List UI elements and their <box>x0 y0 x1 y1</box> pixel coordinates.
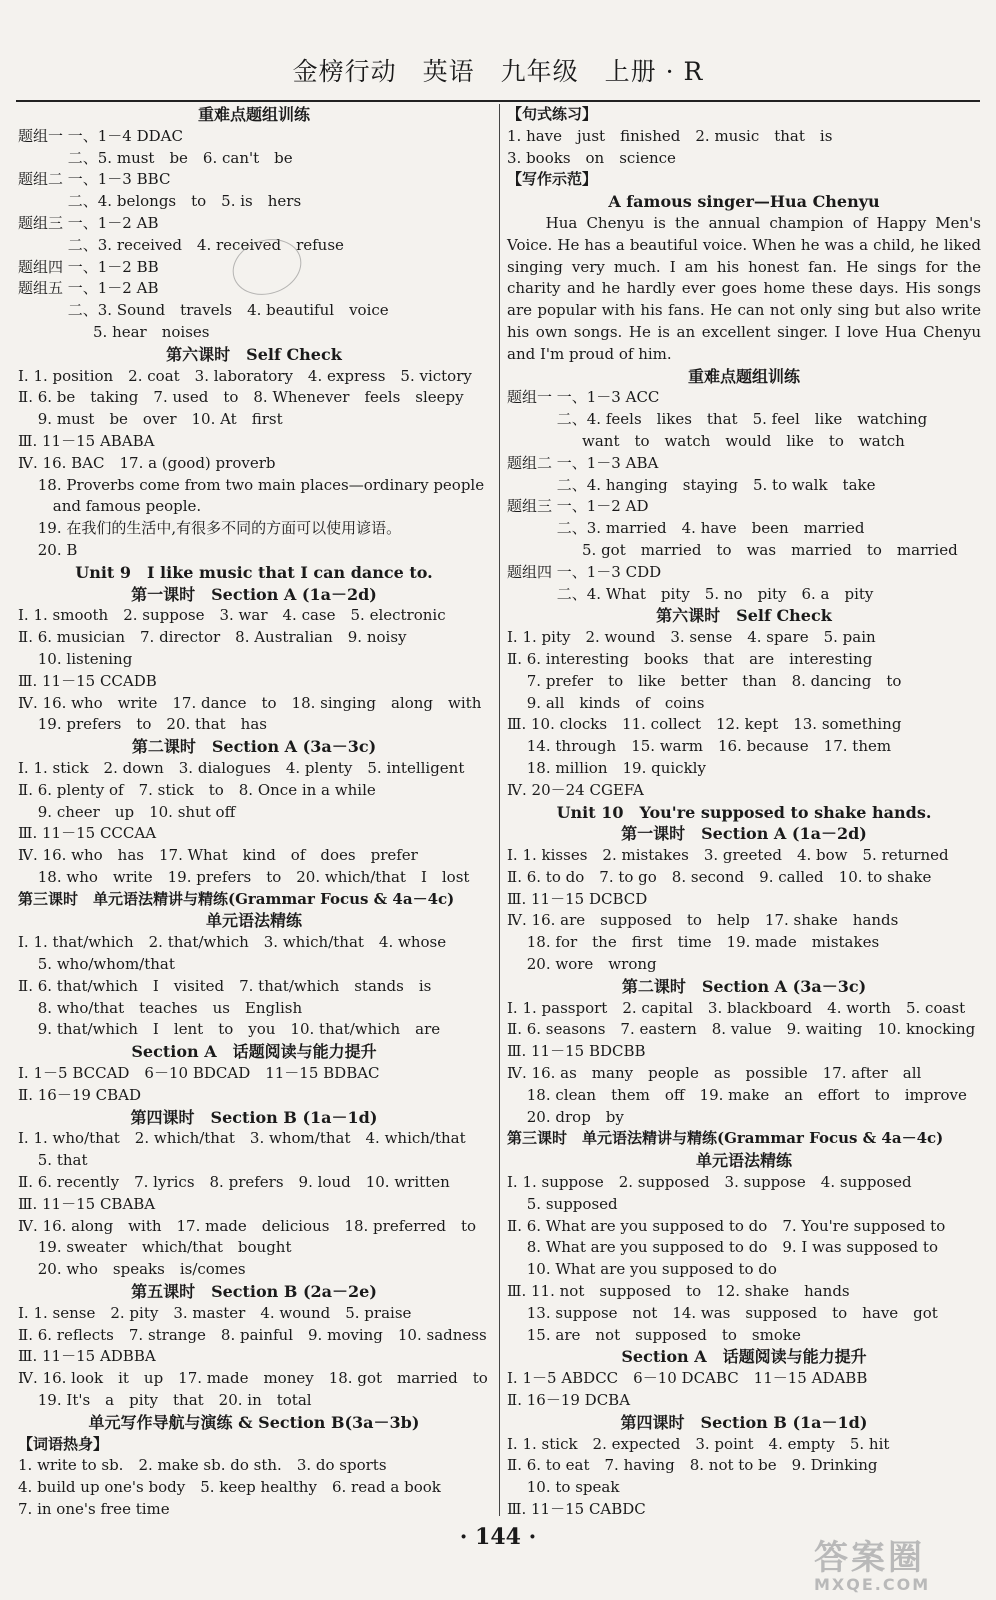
answer-line: 20. who speaks is/comes <box>18 1260 246 1279</box>
section-heading: 第一课时 Section A (1a－2d) <box>131 584 377 604</box>
answer-line: 题组四 一、1－2 BB <box>18 257 159 276</box>
answer-line: 5. that <box>18 1151 88 1170</box>
answer-line: Ⅲ. 11－15 ADBBA <box>18 1347 156 1366</box>
answer-line: 10. What are you supposed to do <box>507 1260 777 1279</box>
answer-line: want to watch would like to watch <box>507 431 905 450</box>
answer-line: 第三课时 单元语法精讲与精练(Grammar Focus & 4a－4c) <box>507 1129 944 1148</box>
answer-line: 第三课时 单元语法精讲与精练(Grammar Focus & 4a－4c) <box>18 889 455 908</box>
section-heading: 重难点题组训练 <box>197 105 310 124</box>
answer-line: 19. sweater which/that bought <box>18 1238 292 1257</box>
answer-line: 题组三 一、1－2 AB <box>18 213 159 232</box>
section-heading: Unit 10 You're supposed to shake hands. <box>556 802 932 822</box>
answer-line: 15. are not supposed to smoke <box>507 1325 801 1344</box>
answer-line: 5. hear noises <box>18 322 210 341</box>
answer-line: Ⅲ. 10. clocks 11. collect 12. kept 13. something <box>507 715 902 734</box>
answer-line: 8. who/that teaches us English <box>18 998 303 1017</box>
answer-line: Ⅳ. 16. who write 17. dance to 18. singing along with <box>18 693 482 712</box>
answer-line: Ⅱ. 16－19 DCBA <box>507 1391 631 1410</box>
answer-line: 题组三 一、1－2 AD <box>507 497 649 516</box>
answer-line: 5. supposed <box>507 1194 618 1213</box>
left-column <box>18 104 490 1521</box>
answer-line: 19. prefers to 20. that has <box>18 715 267 734</box>
answer-line: 【句式练习】 <box>507 105 598 123</box>
answer-line: Ⅲ. 11－15 DCBCD <box>507 889 648 908</box>
section-heading: 第四课时 Section B (1a－1d) <box>130 1107 378 1127</box>
answer-line: 题组一 一、1－3 ACC <box>507 388 660 407</box>
answer-line: 10. listening <box>18 649 133 668</box>
answer-line: 13. suppose not 14. was supposed to have got <box>507 1303 938 1322</box>
answer-line: 18. million 19. quickly <box>507 758 706 777</box>
answer-line: 10. to speak <box>507 1478 620 1497</box>
answer-line: 1. write to sb. 2. make sb. do sth. 3. do sports <box>18 1456 387 1475</box>
answer-line: Ⅱ. 6. plenty of 7. stick to 8. Once in a while <box>18 780 376 799</box>
answer-line: Ⅱ. 6. musician 7. director 8. Australian 9. noisy <box>18 628 407 647</box>
answer-line: Ⅱ. 6. to do 7. to go 8. second 9. called 10. to shake <box>507 867 932 886</box>
answer-line: 5. who/whom/that <box>18 955 175 974</box>
watermark-line1: 答案圈 <box>814 1538 925 1578</box>
answer-line: Ⅱ. 6. to eat 7. having 8. not to be 9. Drinking <box>507 1456 878 1475</box>
answer-line: Ⅲ. 11. not supposed to 12. shake hands <box>507 1282 850 1301</box>
answer-line: Ⅳ. 16. as many people as possible 17. after all <box>507 1064 922 1083</box>
answer-line: Ⅲ. 11－15 CBABA <box>18 1194 156 1213</box>
answer-line: Ⅲ. 11－15 CCADB <box>18 671 157 690</box>
section-heading: 第二课时 Section A (3a－3c) <box>621 976 867 996</box>
answer-line: Ⅰ. 1－5 BCCAD 6－10 BDCAD 11－15 BDBAC <box>18 1064 380 1083</box>
answer-line: 题组二 一、1－3 ABA <box>507 453 659 472</box>
header-rule <box>16 100 980 102</box>
answer-line: 3. books on science <box>507 148 676 167</box>
answer-line: 二、4. hanging staying 5. to walk take <box>507 475 876 494</box>
section-heading: 重难点题组训练 <box>687 366 800 386</box>
answer-line: 18. who write 19. prefers to 20. which/that I lost <box>18 867 470 886</box>
section-heading: 第六课时 Self Check <box>166 344 342 364</box>
answer-line: 二、3. Sound travels 4. beautiful voice <box>18 301 389 320</box>
answer-line: Ⅰ. 1. suppose 2. supposed 3. suppose 4. supposed <box>507 1173 912 1192</box>
answer-line: 18. clean them off 19. make an effort to improve <box>507 1085 967 1104</box>
answer-line: Ⅲ. 11－15 CABDC <box>507 1500 646 1518</box>
answer-line: 5. got married to was married to married <box>507 540 958 559</box>
answer-line: and famous people. <box>18 497 202 516</box>
answer-line: Ⅰ. 1. who/that 2. which/that 3. whom/that 4. which/that <box>18 1129 466 1148</box>
answer-line: 题组四 一、1－3 CDD <box>507 562 662 581</box>
answer-line: 18. Proverbs come from two main places—ordinary people <box>18 475 485 494</box>
answer-line: Ⅰ. 1. sense 2. pity 3. master 4. wound 5. praise <box>18 1303 412 1322</box>
answer-line: Ⅰ. 1. that/which 2. that/which 3. which/that 4. whose <box>18 933 447 952</box>
section-heading: Unit 9 I like music that I can dance to. <box>75 562 433 582</box>
watermark-line2: MXQE.COM <box>814 1575 931 1594</box>
answer-line: Ⅱ. 6. that/which I visited 7. that/which stands is <box>18 976 432 995</box>
answer-line: 7. prefer to like better than 8. dancing to <box>507 671 902 690</box>
answer-line: 二、4. What pity 5. no pity 6. a pity <box>507 584 874 603</box>
section-heading: 第二课时 Section A (3a－3c) <box>131 737 377 757</box>
answer-line: Ⅱ. 6. interesting books that are interesting <box>507 649 873 668</box>
section-heading: 单元语法精练 <box>695 1151 792 1171</box>
answer-line: 二、4. belongs to 5. is hers <box>18 192 302 211</box>
column-divider <box>499 104 500 1516</box>
answer-line: Ⅱ. 6. reflects 7. strange 8. painful 9. moving 10. sadness <box>18 1325 487 1344</box>
answer-line: 14. through 15. warm 16. because 17. them <box>507 737 892 756</box>
answer-line: Ⅰ. 1. stick 2. expected 3. point 4. empty 5. hit <box>507 1434 890 1453</box>
answer-line: 9. all kinds of coins <box>507 693 705 712</box>
answer-line: 1. have just finished 2. music that is <box>507 126 833 145</box>
answer-line: 题组一 一、1－4 DDAC <box>18 126 183 145</box>
answer-line: Ⅱ. 6. What are you supposed to do 7. You're supposed to <box>507 1216 946 1235</box>
section-heading: 第六课时 Self Check <box>656 606 832 626</box>
answer-line: 题组二 一、1－3 BBC <box>18 170 171 189</box>
answer-line: 9. must be over 10. At first <box>18 410 283 429</box>
answer-line: 19. It's a pity that 20. in total <box>18 1391 312 1410</box>
section-heading: 单元写作导航与演练 & Section B(3a－3b) <box>88 1412 420 1432</box>
answer-line: Ⅳ. 16. are supposed to help 17. shake hands <box>507 911 899 930</box>
answer-line: 题组五 一、1－2 AB <box>18 279 159 298</box>
answer-line: Ⅳ. 16. BAC 17. a (good) proverb <box>18 453 276 472</box>
answer-line: Ⅰ. 1. pity 2. wound 3. sense 4. spare 5. pain <box>507 628 876 647</box>
page-header: 金榜行动 英语 九年级 上册 · R <box>292 57 704 86</box>
answer-line: Ⅳ. 20－24 CGEFA <box>507 780 644 799</box>
section-heading: Section A 话题阅读与能力提升 <box>621 1347 867 1367</box>
answer-line: 9. that/which I lent to you 10. that/which are <box>18 1020 441 1039</box>
right-column <box>507 104 981 1521</box>
section-heading: Section A 话题阅读与能力提升 <box>131 1042 377 1062</box>
answer-line: 4. build up one's body 5. keep healthy 6. read a book <box>18 1478 441 1497</box>
answer-line: Ⅱ. 6. be taking 7. used to 8. Whenever feels sleepy <box>18 388 464 407</box>
watermark-logo <box>814 1530 974 1594</box>
answer-line: 【写作示范】 <box>507 170 598 189</box>
answer-line: Ⅱ. 6. seasons 7. eastern 8. value 9. waiting 10. knocking <box>507 1020 976 1039</box>
section-heading: 第五课时 Section B (2a－2e) <box>131 1282 377 1302</box>
answer-line: 9. cheer up 10. shut off <box>18 802 236 821</box>
answer-line: 20. wore wrong <box>507 955 657 974</box>
answer-line: Ⅰ. 1－5 ABDCC 6－10 DCABC 11－15 ADABB <box>507 1369 868 1388</box>
answer-line: Ⅲ. 11－15 ABABA <box>18 431 155 450</box>
answer-line: 二、3. married 4. have been married <box>507 519 865 538</box>
answer-line: 19. 在我们的生活中,有很多不同的方面可以使用谚语。 <box>18 519 402 538</box>
section-heading: 单元语法精练 <box>205 911 302 931</box>
answer-line: 8. What are you supposed to do 9. I was supposed to <box>507 1238 938 1257</box>
answer-line: 7. in one's free time <box>18 1500 170 1518</box>
answer-line: 20. B <box>18 540 78 559</box>
answer-line: Ⅱ. 16－19 CBAD <box>18 1085 142 1104</box>
answer-line: Ⅳ. 16. who has 17. What kind of does prefer <box>18 846 418 865</box>
answer-line: Ⅱ. 6. recently 7. lyrics 8. prefers 9. loud 10. written <box>18 1173 450 1192</box>
answer-line: 20. drop by <box>507 1107 624 1126</box>
answer-line: 【词语热身】 <box>18 1434 109 1453</box>
answer-line: Ⅰ. 1. position 2. coat 3. laboratory 4. express 5. victory <box>18 366 472 385</box>
essay-paragraph: Hua Chenyu is the annual champion of Happy Men's Voice. He has a beautiful voice. When he was a child, he liked singing very much. I am his honest fan. He sings for the charity and he hardly ever goes home these days. His songs are popular with his fans. He can not only sing but also write his own songs. He is an excellent singer. I love Hua Chenyu and I'm proud of him. <box>507 213 981 363</box>
answer-line: Ⅲ. 11－15 CCCAA <box>18 824 157 843</box>
section-heading: 第四课时 Section B (1a－1d) <box>620 1412 868 1432</box>
answer-line: Ⅲ. 11－15 BDCBB <box>507 1042 646 1061</box>
answer-line: Ⅰ. 1. stick 2. down 3. dialogues 4. plenty 5. intelligent <box>18 758 465 777</box>
page-number: · 144 · <box>459 1524 537 1550</box>
answer-line: 二、5. must be 6. can't be <box>18 148 293 167</box>
answer-line: 二、3. received 4. received refuse <box>18 235 344 254</box>
answer-line: Ⅰ. 1. kisses 2. mistakes 3. greeted 4. bow 5. returned <box>507 846 949 865</box>
answer-line: Ⅰ. 1. smooth 2. suppose 3. war 4. case 5. electronic <box>18 606 446 625</box>
section-heading: 第一课时 Section A (1a－2d) <box>621 824 867 844</box>
answer-line: 18. for the first time 19. made mistakes <box>507 933 880 952</box>
answer-line: 二、4. feels likes that 5. feel like watching <box>507 410 928 429</box>
section-heading: A famous singer—Hua Chenyu <box>608 192 880 212</box>
answer-line: Ⅳ. 16. look it up 17. made money 18. got married to <box>18 1369 488 1388</box>
answer-line: Ⅳ. 16. along with 17. made delicious 18. preferred to <box>18 1216 477 1235</box>
answer-line: Ⅰ. 1. passport 2. capital 3. blackboard 4. worth 5. coast <box>507 998 966 1017</box>
